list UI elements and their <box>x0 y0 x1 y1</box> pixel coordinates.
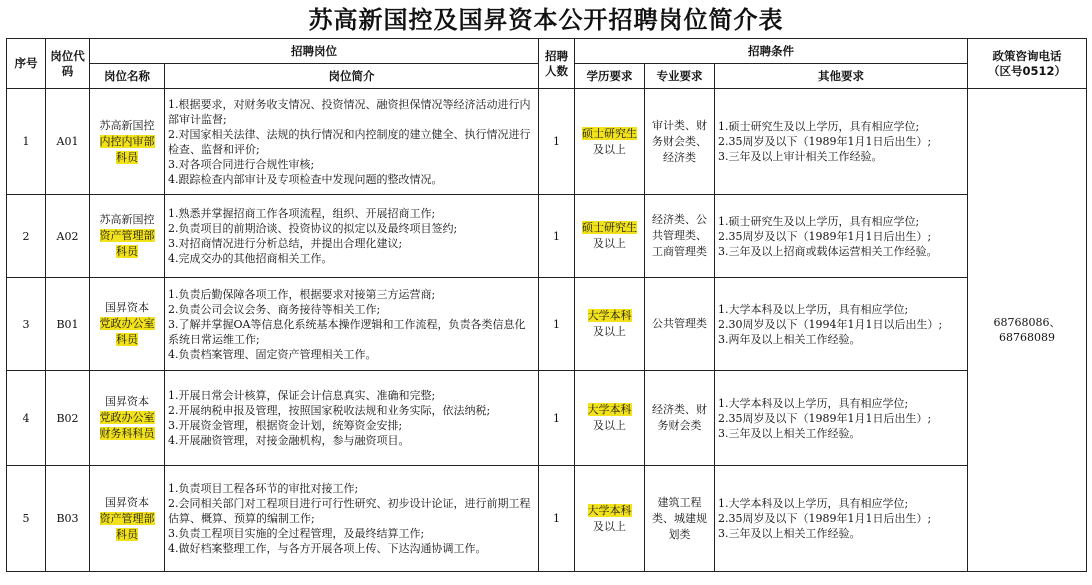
table-row <box>7 371 1087 466</box>
intro-line: 4.做好档案整理工作，与各方开展各项上传、下达沟通协调工作。 <box>168 542 487 555</box>
position-intro-cell <box>165 278 539 371</box>
other-line: 1.大学本科及以上学历，具有相应学位; <box>718 497 909 510</box>
position-role: 科员 <box>116 245 138 258</box>
major-cell: 公共管理类 <box>645 278 715 371</box>
intro-line: 3.开展资金管理，根据资金计划，统筹资金安排; <box>168 419 403 432</box>
edu-cell <box>575 278 645 371</box>
position-org: 国昇资本 <box>105 301 149 314</box>
seq-cell: 3 <box>7 278 46 371</box>
other-line: 3.三年及以上招商或载体运营相关工作经验。 <box>718 244 938 258</box>
edu-highlight: 大学本科 <box>587 403 632 416</box>
position-org: 国昇资本 <box>105 495 149 509</box>
edu-rest: 及以上 <box>593 519 626 533</box>
other-line: 2.35周岁及以下（1989年1月1日后出生）; <box>718 411 932 425</box>
edu-highlight: 大学本科 <box>587 503 632 517</box>
code-cell: B01 <box>46 278 90 371</box>
header-phone-line1: 政策咨询电话 <box>992 48 1062 63</box>
position-intro-cell <box>165 89 539 195</box>
major-cell: 经济类、公共管理类、工商管理类 <box>645 195 715 278</box>
other-line: 2.35周岁及以下（1989年1月1日后出生）; <box>718 229 932 243</box>
other-cell <box>715 195 968 278</box>
edu-highlight: 硕士研究生 <box>582 221 637 234</box>
phone-cell <box>968 89 1087 572</box>
header-position-name: 岗位名称 <box>90 64 165 89</box>
header-major: 专业要求 <box>645 64 715 89</box>
other-line: 1.大学本科及以上学历，具有相应学位; <box>718 396 909 410</box>
other-cell <box>715 278 968 371</box>
code-cell: B03 <box>46 466 90 572</box>
intro-line: 3.了解并掌握OA等信息化系统基本操作逻辑和工作流程，负责各类信息化系统日常运维工作; <box>168 317 526 346</box>
edu-rest: 及以上 <box>593 419 626 432</box>
header-phone <box>968 39 1087 89</box>
intro-line: 3.对各项合同进行合规性审核; <box>168 157 315 171</box>
position-org: 苏高新国控 <box>99 118 155 132</box>
edu-cell <box>575 195 645 278</box>
intro-line: 2.负责公司会议会务、商务接待等相关工作; <box>168 302 381 316</box>
other-line: 1.大学本科及以上学历，具有相应学位; <box>718 302 909 316</box>
phone-line2: 68768089 <box>999 331 1056 344</box>
edu-highlight: 硕士研究生 <box>582 126 637 140</box>
position-dept: 资产管理部 <box>99 229 155 242</box>
count-cell: 1 <box>539 89 575 195</box>
position-dept: 内控内审部 <box>99 134 155 148</box>
intro-line: 1.熟悉并掌握招商工作各项流程，组织、开展招商工作; <box>168 207 436 220</box>
header-other: 其他要求 <box>715 64 968 89</box>
header-code: 岗位代码 <box>46 39 90 89</box>
position-name-cell <box>90 371 165 466</box>
header-edu: 学历要求 <box>575 64 645 89</box>
position-role: 科员 <box>116 333 138 346</box>
intro-line: 2.负责项目的前期洽谈、投资协议的拟定以及最终项目签约; <box>168 222 458 235</box>
position-name-cell <box>90 195 165 278</box>
intro-line: 2.会同相关部门对工程项目进行可行性研究、初步设计论证，进行前期工程估算、概算、预算的编制工作; <box>168 497 531 525</box>
other-line: 3.三年及以上相关工作经验。 <box>718 426 861 440</box>
intro-line: 1.负责后勤保障各项工作，根据要求对接第三方运营商; <box>168 287 436 301</box>
intro-line: 1.根据要求，对财务收支情况、投资情况、融资担保情况等经济活动进行内部审计监督; <box>168 97 531 126</box>
edu-highlight: 大学本科 <box>587 309 632 322</box>
table-row <box>7 466 1087 572</box>
job-table <box>6 38 1087 572</box>
intro-line: 3.对招商情况进行分析总结，并提出合理化建议; <box>168 237 403 250</box>
edu-rest: 及以上 <box>593 237 626 250</box>
intro-line: 2.对国家相关法律、法规的执行情况和内控制度的建立健全、执行情况进行检查、监督和评价; <box>168 127 531 156</box>
header-count: 招聘人数 <box>539 39 575 89</box>
intro-line: 4.负责档案管理、固定资产管理相关工作。 <box>168 347 377 361</box>
code-cell: A01 <box>46 89 90 195</box>
position-dept: 资产管理部 <box>99 511 155 525</box>
phone-line1: 68768086、 <box>993 316 1061 329</box>
other-line: 2.30周岁及以下（1994年1月1日以后出生）; <box>718 317 943 331</box>
edu-rest: 及以上 <box>593 325 626 338</box>
header-conditions-group: 招聘条件 <box>575 39 968 64</box>
table-row <box>7 195 1087 278</box>
position-intro-cell <box>165 195 539 278</box>
intro-line: 4.完成交办的其他招商相关工作。 <box>168 252 333 265</box>
other-cell <box>715 466 968 572</box>
intro-line: 1.负责项目工程各环节的审批对接工作; <box>168 482 359 495</box>
code-cell: B02 <box>46 371 90 466</box>
code-cell: A02 <box>46 195 90 278</box>
edu-cell <box>575 89 645 195</box>
position-role: 科员 <box>116 150 138 164</box>
edu-rest: 及以上 <box>593 142 626 156</box>
edu-cell <box>575 371 645 466</box>
intro-line: 3.负责工程项目实施的全过程管理，及最终结算工作; <box>168 527 425 540</box>
other-line: 3.两年及以上相关工作经验。 <box>718 332 861 346</box>
header-position-intro: 岗位简介 <box>165 64 539 89</box>
other-line: 1.硕士研究生及以上学历，具有相应学位; <box>718 214 920 228</box>
header-seq: 序号 <box>7 39 46 89</box>
position-role: 科员 <box>116 527 138 541</box>
position-dept: 党政办公室 <box>99 317 155 330</box>
major-cell: 建筑工程类、城建规划类 <box>645 466 715 572</box>
position-name-cell <box>90 89 165 195</box>
position-intro-cell <box>165 371 539 466</box>
seq-cell: 2 <box>7 195 46 278</box>
major-cell: 审计类、财务财会类、经济类 <box>645 89 715 195</box>
edu-cell <box>575 466 645 572</box>
seq-cell: 5 <box>7 466 46 572</box>
intro-line: 2.开展纳税申报及管理，按照国家税收法规和业务实际，依法纳税; <box>168 404 491 417</box>
seq-cell: 4 <box>7 371 46 466</box>
major-cell: 经济类、财务财会类 <box>645 371 715 466</box>
intro-line: 4.开展融资管理，对接金融机构，参与融资项目。 <box>168 434 410 447</box>
intro-line: 1.开展日常会计核算，保证会计信息真实、准确和完整; <box>168 389 436 402</box>
other-line: 1.硕士研究生及以上学历，具有相应学位; <box>718 120 920 133</box>
other-cell <box>715 89 968 195</box>
other-line: 3.三年及以上相关工作经验。 <box>718 527 861 540</box>
position-role: 财务科科员 <box>99 427 155 440</box>
header-phone-line2: （区号0512） <box>988 63 1067 78</box>
header-position-group: 招聘岗位 <box>90 39 539 64</box>
other-line: 2.35周岁及以下（1989年1月1日后出生）; <box>718 135 932 148</box>
table-row <box>7 89 1087 195</box>
other-line: 3.三年及以上审计相关工作经验。 <box>718 150 883 163</box>
position-intro-cell <box>165 466 539 572</box>
position-org: 苏高新国控 <box>99 213 155 226</box>
count-cell: 1 <box>539 466 575 572</box>
position-org: 国昇资本 <box>105 395 149 408</box>
seq-cell: 1 <box>7 89 46 195</box>
table-row <box>7 278 1087 371</box>
count-cell: 1 <box>539 195 575 278</box>
intro-line: 4.跟踪检查内部审计及专项检查中发现问题的整改情况。 <box>168 172 443 186</box>
other-cell <box>715 371 968 466</box>
count-cell: 1 <box>539 278 575 371</box>
position-name-cell <box>90 466 165 572</box>
position-dept: 党政办公室 <box>99 411 155 424</box>
page-title: 苏高新国控及国昇资本公开招聘岗位简介表 <box>308 6 784 34</box>
count-cell: 1 <box>539 371 575 466</box>
other-line: 2.35周岁及以下（1989年1月1日后出生）; <box>718 512 932 525</box>
position-name-cell <box>90 278 165 371</box>
